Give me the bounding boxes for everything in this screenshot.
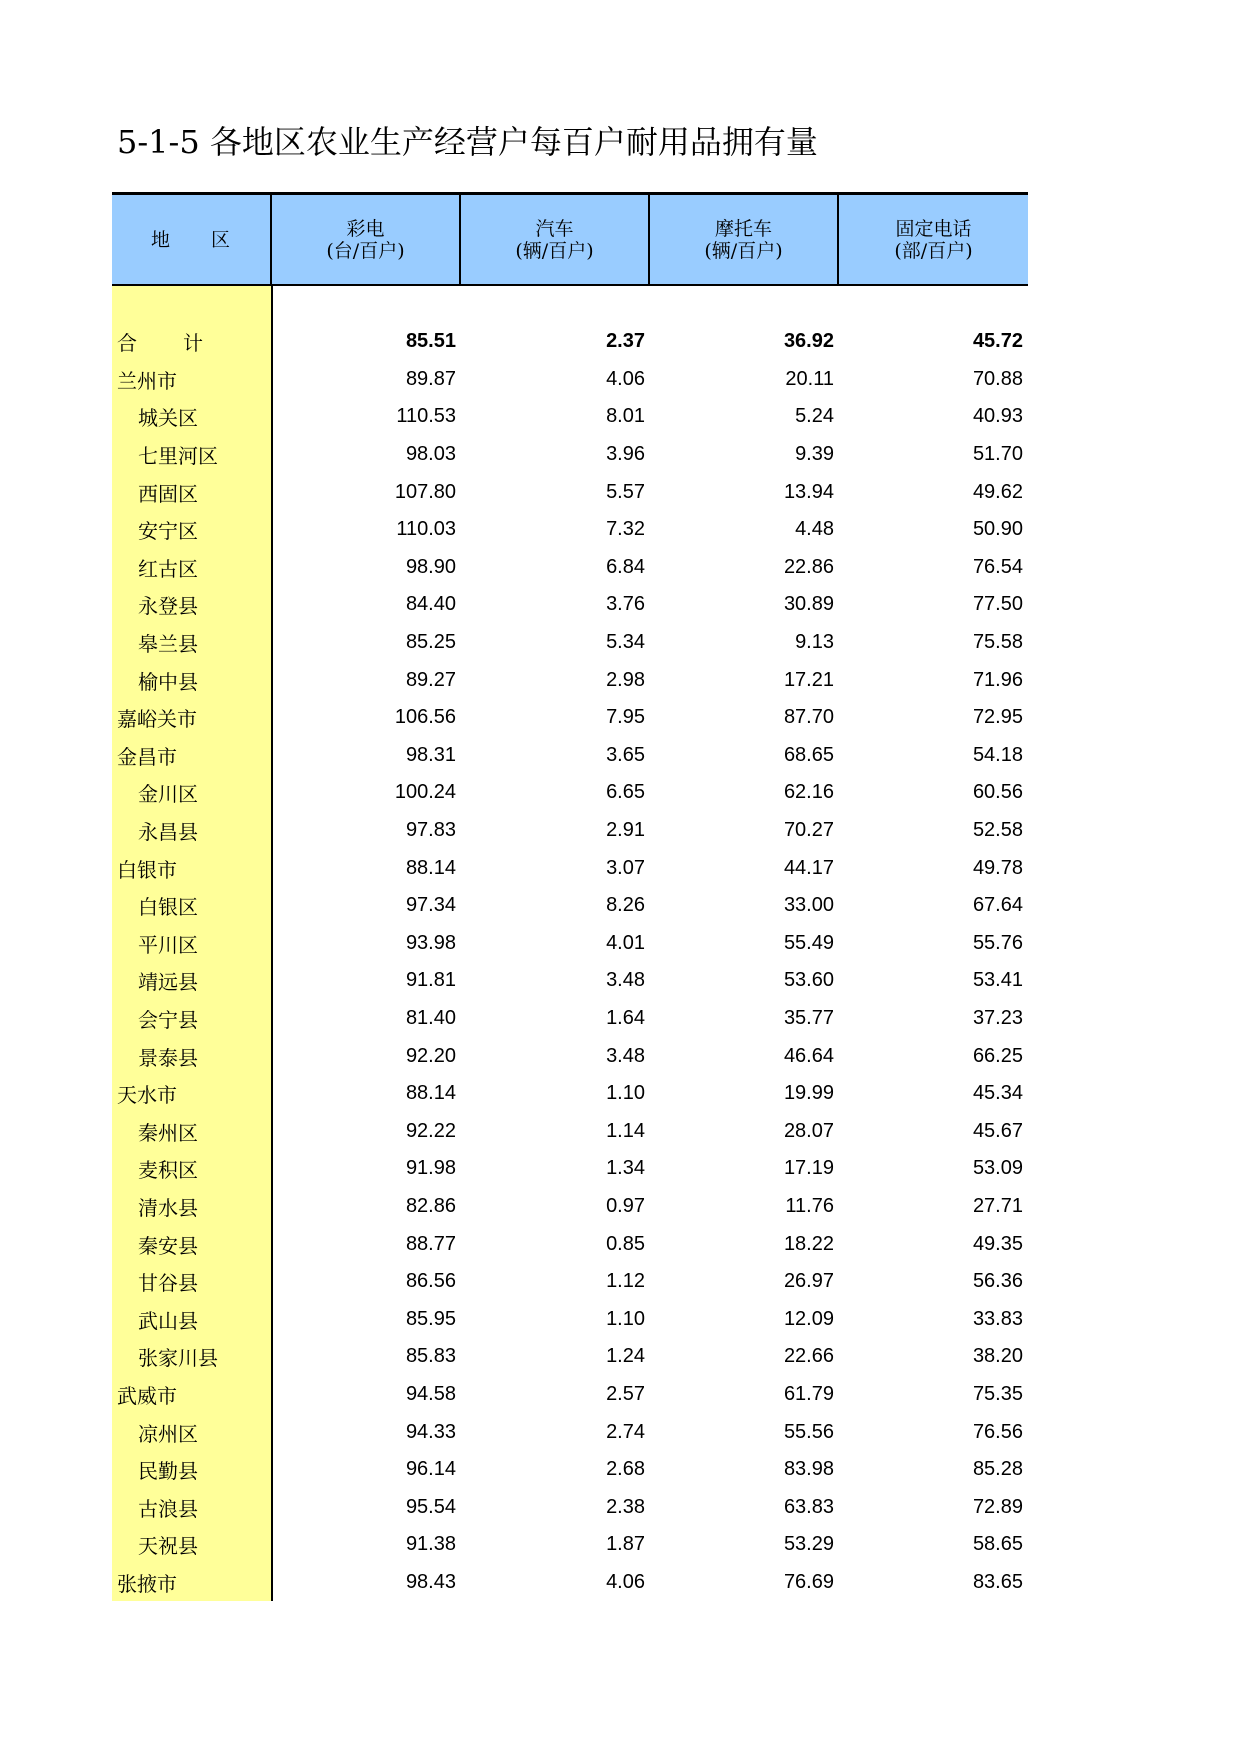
landline-value: 50.90 — [972, 518, 1023, 541]
car-value: 1.10 — [606, 1082, 645, 1105]
color-tv-value: 82.86 — [405, 1194, 456, 1217]
car-value: 2.98 — [606, 668, 645, 691]
landline-value: 38.20 — [972, 1345, 1023, 1368]
color-tv-value: 106.56 — [394, 706, 456, 729]
table-row — [112, 925, 1028, 963]
car-value: 0.97 — [606, 1194, 645, 1217]
row-region-name: 张家川县 — [138, 1346, 218, 1371]
table-row — [112, 737, 1028, 775]
landline-value: 77.50 — [972, 593, 1023, 616]
color-tv-value: 85.83 — [405, 1345, 456, 1368]
color-tv-value: 89.27 — [405, 668, 456, 691]
row-region-name: 安宁区 — [138, 519, 198, 544]
motorcycle-value: 44.17 — [783, 856, 834, 879]
row-region-name: 民勤县 — [138, 1459, 198, 1484]
car-value: 1.14 — [606, 1119, 645, 1142]
landline-value: 56.36 — [972, 1270, 1023, 1293]
row-region-name: 靖远县 — [138, 970, 198, 995]
total-label-char-2: 计 — [183, 331, 203, 356]
car-value: 2.68 — [606, 1458, 645, 1481]
table-row — [112, 1451, 1028, 1489]
car-value: 6.65 — [606, 781, 645, 804]
color-tv-value: 84.40 — [405, 593, 456, 616]
table-row — [112, 1075, 1028, 1113]
motorcycle-value: 68.65 — [783, 743, 834, 766]
table-row — [112, 849, 1028, 887]
row-region-name: 会宁县 — [138, 1007, 198, 1032]
row-region-name — [112, 327, 273, 356]
row-region-name: 金昌市 — [117, 744, 177, 769]
landline-value: 71.96 — [972, 668, 1023, 691]
motorcycle-value: 76.69 — [783, 1570, 834, 1593]
header-color-tv-name: 彩电 — [346, 217, 385, 240]
car-value: 8.26 — [606, 894, 645, 917]
car-value: 2.57 — [606, 1382, 645, 1405]
color-tv-value: 95.54 — [405, 1495, 456, 1518]
row-region-name: 清水县 — [138, 1195, 198, 1220]
row-region-name: 西固区 — [138, 481, 198, 506]
table-row — [112, 586, 1028, 624]
color-tv-value: 81.40 — [405, 1006, 456, 1029]
row-region-name: 白银市 — [117, 857, 177, 882]
row-region-name: 麦积区 — [138, 1158, 198, 1183]
motorcycle-value: 30.89 — [783, 593, 834, 616]
header-region-char-1: 地 — [151, 228, 172, 251]
landline-value: 51.70 — [972, 443, 1023, 466]
table-row — [112, 1000, 1028, 1038]
table-row — [112, 436, 1028, 474]
motorcycle-value: 36.92 — [783, 330, 834, 353]
table-row — [112, 549, 1028, 587]
car-value: 4.06 — [606, 1570, 645, 1593]
row-region-name: 天祝县 — [138, 1534, 198, 1559]
table-row — [112, 774, 1028, 812]
landline-value: 45.72 — [972, 330, 1023, 353]
car-value: 4.06 — [606, 367, 645, 390]
landline-value: 27.71 — [972, 1194, 1023, 1217]
table-row — [112, 361, 1028, 399]
landline-value: 55.76 — [972, 931, 1023, 954]
landline-value: 60.56 — [972, 781, 1023, 804]
color-tv-value: 92.22 — [405, 1119, 456, 1142]
car-value: 3.65 — [606, 743, 645, 766]
color-tv-value: 91.98 — [405, 1157, 456, 1180]
motorcycle-value: 18.22 — [783, 1232, 834, 1255]
landline-value: 45.67 — [972, 1119, 1023, 1142]
row-region-name: 古浪县 — [138, 1496, 198, 1521]
row-region-name: 凉州区 — [138, 1421, 198, 1446]
color-tv-value: 97.83 — [405, 819, 456, 842]
table-row — [112, 1225, 1028, 1263]
table-row — [112, 1263, 1028, 1301]
row-region-name: 金川区 — [138, 782, 198, 807]
color-tv-value: 92.20 — [405, 1044, 456, 1067]
landline-value: 72.89 — [972, 1495, 1023, 1518]
car-value: 3.48 — [606, 1044, 645, 1067]
table-row — [112, 962, 1028, 1000]
header-motorcycle-unit: (辆/百户) — [704, 239, 783, 262]
row-region-name: 嘉峪关市 — [117, 707, 197, 732]
landline-value: 76.54 — [972, 555, 1023, 578]
motorcycle-value: 12.09 — [783, 1307, 834, 1330]
total-label-char-1: 合 — [117, 331, 137, 356]
table-row — [112, 1150, 1028, 1188]
row-region-name: 榆中县 — [138, 669, 198, 694]
motorcycle-value: 35.77 — [783, 1006, 834, 1029]
car-value: 5.34 — [606, 631, 645, 654]
row-region-name: 城关区 — [138, 406, 198, 431]
header-car-unit: (辆/百户) — [515, 239, 594, 262]
row-region-name: 天水市 — [117, 1083, 177, 1108]
motorcycle-value: 13.94 — [783, 480, 834, 503]
color-tv-value: 85.25 — [405, 631, 456, 654]
motorcycle-value: 22.86 — [783, 555, 834, 578]
header-landline — [839, 195, 1028, 284]
color-tv-value: 93.98 — [405, 931, 456, 954]
row-region-name: 平川区 — [138, 932, 198, 957]
table-row — [112, 1564, 1028, 1602]
color-tv-value: 98.90 — [405, 555, 456, 578]
car-value: 3.48 — [606, 969, 645, 992]
car-value: 1.34 — [606, 1157, 645, 1180]
table-row — [112, 1037, 1028, 1075]
header-car-name: 汽车 — [535, 217, 574, 240]
header-motorcycle — [650, 195, 839, 284]
car-value: 3.76 — [606, 593, 645, 616]
car-value: 1.10 — [606, 1307, 645, 1330]
motorcycle-value: 33.00 — [783, 894, 834, 917]
motorcycle-value: 55.56 — [783, 1420, 834, 1443]
motorcycle-value: 83.98 — [783, 1458, 834, 1481]
motorcycle-value: 87.70 — [783, 706, 834, 729]
table-row — [112, 511, 1028, 549]
color-tv-value: 91.81 — [405, 969, 456, 992]
landline-value: 85.28 — [972, 1458, 1023, 1481]
landline-value: 75.58 — [972, 631, 1023, 654]
table-row — [112, 473, 1028, 511]
table-row — [112, 398, 1028, 436]
landline-value: 58.65 — [972, 1533, 1023, 1556]
landline-value: 53.09 — [972, 1157, 1023, 1180]
landline-value: 70.88 — [972, 367, 1023, 390]
color-tv-value: 88.14 — [405, 1082, 456, 1105]
car-value: 6.84 — [606, 555, 645, 578]
car-value: 1.87 — [606, 1533, 645, 1556]
table-row — [112, 323, 1028, 361]
header-region-char-2: 区 — [210, 228, 231, 251]
color-tv-value: 98.31 — [405, 743, 456, 766]
landline-value: 49.62 — [972, 480, 1023, 503]
table-rows — [112, 323, 1028, 1601]
color-tv-value: 100.24 — [394, 781, 456, 804]
motorcycle-value: 20.11 — [785, 367, 834, 390]
color-tv-value: 110.03 — [396, 518, 456, 541]
motorcycle-value: 46.64 — [783, 1044, 834, 1067]
table-row — [112, 1112, 1028, 1150]
car-value: 1.12 — [606, 1270, 645, 1293]
table-row — [112, 624, 1028, 662]
car-value: 3.96 — [606, 443, 645, 466]
car-value: 7.95 — [606, 706, 645, 729]
landline-value: 67.64 — [972, 894, 1023, 917]
motorcycle-value: 5.24 — [795, 405, 834, 428]
car-value: 5.57 — [606, 480, 645, 503]
landline-value: 33.83 — [972, 1307, 1023, 1330]
landline-value: 37.23 — [972, 1006, 1023, 1029]
car-value: 0.85 — [606, 1232, 645, 1255]
car-value: 7.32 — [606, 518, 645, 541]
color-tv-value: 85.51 — [405, 330, 456, 353]
row-region-name: 武山县 — [138, 1308, 198, 1333]
table-row — [112, 699, 1028, 737]
landline-value: 76.56 — [972, 1420, 1023, 1443]
table-row — [112, 1526, 1028, 1564]
table-row — [112, 1488, 1028, 1526]
color-tv-value: 86.56 — [405, 1270, 456, 1293]
landline-value: 83.65 — [972, 1570, 1023, 1593]
motorcycle-value: 55.49 — [783, 931, 834, 954]
car-value: 2.37 — [606, 330, 645, 353]
color-tv-value: 98.03 — [405, 443, 456, 466]
motorcycle-value: 62.16 — [783, 781, 834, 804]
car-value: 3.07 — [606, 856, 645, 879]
car-value: 2.74 — [606, 1420, 645, 1443]
car-value: 1.64 — [606, 1006, 645, 1029]
header-color-tv-unit: (台/百户) — [326, 239, 405, 262]
landline-value: 53.41 — [972, 969, 1023, 992]
landline-value: 75.35 — [972, 1382, 1023, 1405]
car-value: 4.01 — [606, 931, 645, 954]
motorcycle-value: 22.66 — [783, 1345, 834, 1368]
car-value: 2.91 — [606, 819, 645, 842]
row-region-name: 七里河区 — [138, 444, 218, 469]
table-row — [112, 1413, 1028, 1451]
color-tv-value: 88.77 — [405, 1232, 456, 1255]
header-landline-name: 固定电话 — [895, 217, 972, 240]
row-region-name: 甘谷县 — [138, 1271, 198, 1296]
table-row — [112, 812, 1028, 850]
motorcycle-value: 53.60 — [783, 969, 834, 992]
motorcycle-value: 26.97 — [783, 1270, 834, 1293]
landline-value: 49.35 — [972, 1232, 1023, 1255]
motorcycle-value: 70.27 — [783, 819, 834, 842]
row-region-name: 秦州区 — [138, 1120, 198, 1145]
color-tv-value: 94.33 — [405, 1420, 456, 1443]
header-landline-unit: (部/百户) — [894, 239, 973, 262]
row-region-name: 秦安县 — [138, 1233, 198, 1258]
table-row — [112, 887, 1028, 925]
landline-value: 66.25 — [972, 1044, 1023, 1067]
color-tv-value: 88.14 — [405, 856, 456, 879]
table-row — [112, 1338, 1028, 1376]
motorcycle-value: 11.76 — [785, 1194, 834, 1217]
car-value: 2.38 — [606, 1495, 645, 1518]
motorcycle-value: 61.79 — [783, 1382, 834, 1405]
row-region-name: 景泰县 — [138, 1045, 198, 1070]
landline-value: 40.93 — [972, 405, 1023, 428]
landline-value: 45.34 — [972, 1082, 1023, 1105]
car-value: 8.01 — [606, 405, 645, 428]
page-title: 5-1-5 各地区农业生产经营户每百户耐用品拥有量 — [117, 123, 818, 161]
color-tv-value: 110.53 — [396, 405, 456, 428]
landline-value: 49.78 — [972, 856, 1023, 879]
motorcycle-value: 17.19 — [783, 1157, 834, 1180]
landline-value: 54.18 — [972, 743, 1023, 766]
row-region-name: 兰州市 — [117, 368, 177, 393]
color-tv-value: 96.14 — [405, 1458, 456, 1481]
motorcycle-value: 9.39 — [795, 443, 834, 466]
motorcycle-value: 17.21 — [783, 668, 834, 691]
car-value: 1.24 — [606, 1345, 645, 1368]
header-color-tv — [272, 195, 461, 284]
color-tv-value: 85.95 — [405, 1307, 456, 1330]
color-tv-value: 89.87 — [405, 367, 456, 390]
table-header-row — [112, 195, 1028, 284]
color-tv-value: 107.80 — [394, 480, 456, 503]
table-row — [112, 1188, 1028, 1226]
color-tv-value: 91.38 — [405, 1533, 456, 1556]
landline-value: 72.95 — [972, 706, 1023, 729]
row-region-name: 永登县 — [138, 594, 198, 619]
row-region-name: 张掖市 — [117, 1571, 177, 1596]
color-tv-value: 94.58 — [405, 1382, 456, 1405]
motorcycle-value: 9.13 — [795, 631, 834, 654]
color-tv-value: 97.34 — [405, 894, 456, 917]
motorcycle-value: 4.48 — [795, 518, 834, 541]
motorcycle-value: 53.29 — [783, 1533, 834, 1556]
row-region-name: 白银区 — [138, 895, 198, 920]
row-region-name: 皋兰县 — [138, 632, 198, 657]
header-region — [112, 195, 272, 284]
header-car — [461, 195, 650, 284]
motorcycle-value: 63.83 — [783, 1495, 834, 1518]
landline-value: 52.58 — [972, 819, 1023, 842]
motorcycle-value: 19.99 — [783, 1082, 834, 1105]
row-region-name: 永昌县 — [138, 820, 198, 845]
color-tv-value: 98.43 — [405, 1570, 456, 1593]
row-region-name: 红古区 — [138, 556, 198, 581]
table-row — [112, 1300, 1028, 1338]
header-motorcycle-name: 摩托车 — [714, 217, 772, 240]
motorcycle-value: 28.07 — [783, 1119, 834, 1142]
table-row — [112, 661, 1028, 699]
row-region-name: 武威市 — [117, 1383, 177, 1408]
table-row — [112, 1376, 1028, 1414]
